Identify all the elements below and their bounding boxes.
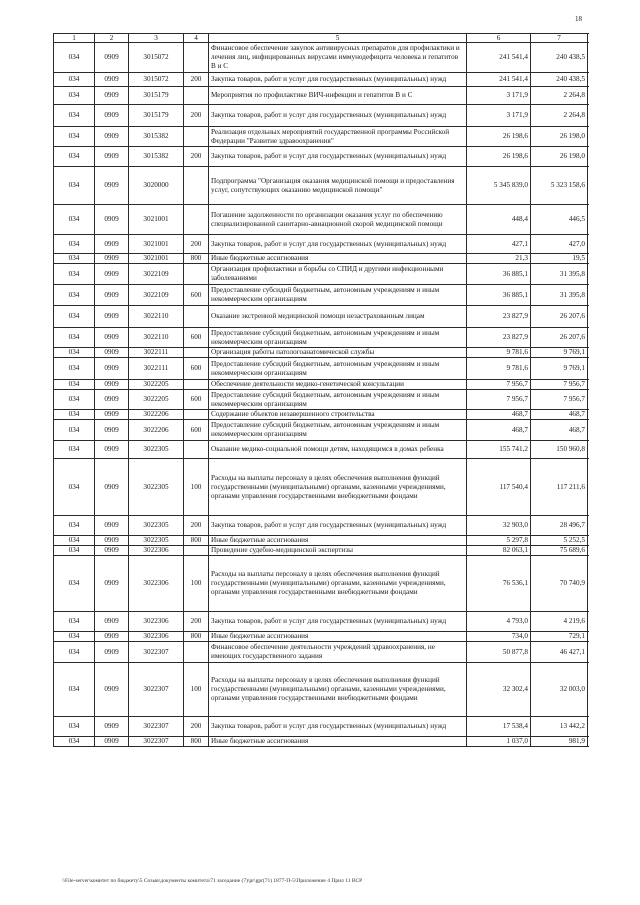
cell-executed: 117 211,6 [531,459,588,516]
cell-description: Иные бюджетные ассигнования [209,254,467,264]
cell-admin: 034 [54,285,95,306]
cell-admin: 034 [54,556,95,612]
cell-description: Организация профилактики и борьбы со СПИД и другими инфекционными заболеваниями [209,264,467,285]
cell-description: Оказание экстренной медицинской помощи незастрахованным лицам [209,306,467,328]
cell-expense-type [184,264,209,285]
cell-executed: 4 219,6 [531,612,588,632]
cell-admin: 034 [54,73,95,87]
cell-executed: 981,9 [531,737,588,747]
cell-executed: 28 496,7 [531,516,588,536]
cell-executed: 468,7 [531,420,588,441]
cell-section: 0909 [95,546,129,556]
table-row [54,663,588,717]
cell-planned: 427,1 [467,235,531,254]
cell-expense-type [184,43,209,73]
cell-description: Финансовое обеспечение деятельности учреждений здравоохранения, не имеющих государственного задания [209,642,467,663]
cell-expense-type: 800 [184,632,209,642]
cell-target-article: 3022306 [129,632,184,642]
cell-executed: 26 198,0 [531,127,588,147]
cell-description: Закупка товаров, работ и услуг для государственных (муниципальных) нужд [209,105,467,127]
cell-executed: 2 264,8 [531,87,588,105]
cell-description: Мероприятия по профилактике ВИЧ-инфекции и гепатитов В и С [209,87,467,105]
table-row [54,410,588,420]
cell-target-article: 3021001 [129,254,184,264]
cell-planned: 155 741,2 [467,441,531,459]
cell-executed: 32 003,0 [531,663,588,717]
cell-executed: 31 395,8 [531,285,588,306]
cell-section: 0909 [95,420,129,441]
table-row [54,147,588,167]
cell-planned: 5 297,8 [467,536,531,546]
cell-target-article: 3020000 [129,167,184,205]
cell-section: 0909 [95,642,129,663]
cell-expense-type [184,348,209,358]
header-cell: 2 [95,34,129,43]
cell-planned: 5 345 839,0 [467,167,531,205]
table-row [54,127,588,147]
cell-description: Оказание медико-социальной помощи детям, находящимся в домах ребенка [209,441,467,459]
cell-section: 0909 [95,717,129,737]
table-row [54,632,588,642]
cell-executed: 240 438,5 [531,43,588,73]
cell-admin: 034 [54,205,95,235]
cell-target-article: 3022307 [129,663,184,717]
cell-expense-type: 200 [184,516,209,536]
page-number: 18 [575,15,582,23]
cell-planned: 21,3 [467,254,531,264]
table-row [54,264,588,285]
table-row [54,420,588,441]
cell-planned: 9 781,6 [467,348,531,358]
table-row [54,546,588,556]
cell-planned: 76 536,1 [467,556,531,612]
cell-target-article: 3022307 [129,737,184,747]
cell-planned: 36 885,1 [467,285,531,306]
cell-expense-type: 600 [184,328,209,348]
table-row [54,737,588,747]
cell-expense-type: 800 [184,254,209,264]
cell-admin: 034 [54,358,95,380]
cell-executed: 468,7 [531,410,588,420]
cell-expense-type: 200 [184,105,209,127]
cell-executed: 46 427,1 [531,642,588,663]
table-row [54,306,588,328]
cell-planned: 23 827,9 [467,306,531,328]
cell-target-article: 3022109 [129,264,184,285]
cell-section: 0909 [95,737,129,747]
cell-admin: 034 [54,380,95,390]
cell-admin: 034 [54,328,95,348]
cell-section: 0909 [95,328,129,348]
cell-target-article: 3022111 [129,348,184,358]
cell-admin: 034 [54,105,95,127]
cell-expense-type: 100 [184,459,209,516]
cell-target-article: 3022306 [129,546,184,556]
cell-section: 0909 [95,167,129,205]
cell-planned: 3 171,9 [467,87,531,105]
cell-description: Подпрограмма "Организация оказания медицинской помощи и предоставления услуг, сопутствующих оказанию медицинской помощи" [209,167,467,205]
cell-admin: 034 [54,632,95,642]
table-row [54,205,588,235]
cell-description: Содержание объектов незавершенного строительства [209,410,467,420]
cell-section: 0909 [95,390,129,410]
cell-description: Иные бюджетные ассигнования [209,737,467,747]
table-row [54,167,588,205]
cell-description: Расходы на выплаты персоналу в целях обеспечения выполнения функций государственными (муниципальными) органами, казенными учреждениями, органами управления государственными внебюджетными фондами [209,459,467,516]
cell-executed: 446,5 [531,205,588,235]
table-row [54,516,588,536]
cell-target-article: 3022307 [129,717,184,737]
cell-admin: 034 [54,717,95,737]
table-row [54,87,588,105]
cell-planned: 448,4 [467,205,531,235]
cell-section: 0909 [95,663,129,717]
cell-expense-type [184,205,209,235]
cell-description: Погашение задолженности по организации оказания услуг по обеспечению специализированной санитарно-авиационной скорой медицинской помощи [209,205,467,235]
cell-admin: 034 [54,167,95,205]
table-row [54,556,588,612]
table-row [54,536,588,546]
cell-executed: 19,5 [531,254,588,264]
cell-expense-type [184,546,209,556]
file-path-footer: \\File-server\комитет по бюджету\5 Созыв\документы комитета\71 заседание (7)\pr\gpr(71) 1877-П-5\Приложение 4 Прил 11 ВСР [62,878,363,884]
cell-executed: 26 198,0 [531,147,588,167]
cell-target-article: 3015179 [129,87,184,105]
cell-target-article: 3015179 [129,105,184,127]
cell-description: Реализация отдельных мероприятий государственной программы Российской Федерации "Развитие здравоохранения" [209,127,467,147]
cell-executed: 70 740,9 [531,556,588,612]
table-row [54,390,588,410]
table-row [54,380,588,390]
cell-target-article: 3022305 [129,459,184,516]
cell-expense-type: 100 [184,663,209,717]
cell-target-article: 3022306 [129,612,184,632]
cell-description: Расходы на выплаты персоналу в целях обеспечения выполнения функций государственными (муниципальными) органами, казенными учреждениями, органами управления государственными внебюджетными фондами [209,663,467,717]
cell-admin: 034 [54,254,95,264]
cell-section: 0909 [95,306,129,328]
header-cell: 5 [209,34,467,43]
cell-target-article: 3015072 [129,43,184,73]
cell-section: 0909 [95,516,129,536]
cell-executed: 7 956,7 [531,380,588,390]
cell-executed: 240 438,5 [531,73,588,87]
cell-expense-type: 600 [184,358,209,380]
cell-admin: 034 [54,420,95,441]
table-row [54,642,588,663]
table-row [54,717,588,737]
cell-admin: 034 [54,306,95,328]
cell-description: Предоставление субсидий бюджетным, автономным учреждениям и иным некоммерческим организациям [209,285,467,306]
table-row [54,43,588,73]
cell-section: 0909 [95,358,129,380]
cell-planned: 26 198,6 [467,127,531,147]
cell-target-article: 3022305 [129,536,184,546]
cell-planned: 241 541,4 [467,73,531,87]
cell-planned: 117 540,4 [467,459,531,516]
cell-expense-type [184,167,209,205]
cell-section: 0909 [95,556,129,612]
cell-executed: 13 442,2 [531,717,588,737]
cell-admin: 034 [54,516,95,536]
cell-description: Закупка товаров, работ и услуг для государственных (муниципальных) нужд [209,73,467,87]
cell-planned: 9 781,6 [467,358,531,380]
cell-section: 0909 [95,43,129,73]
cell-admin: 034 [54,737,95,747]
cell-description: Закупка товаров, работ и услуг для государственных (муниципальных) нужд [209,235,467,254]
table-row [54,235,588,254]
cell-expense-type: 200 [184,147,209,167]
cell-target-article: 3022205 [129,380,184,390]
cell-expense-type: 800 [184,536,209,546]
cell-admin: 034 [54,235,95,254]
cell-admin: 034 [54,612,95,632]
cell-target-article: 3022109 [129,285,184,306]
cell-target-article: 3022111 [129,358,184,380]
header-cell: 6 [467,34,531,43]
cell-admin: 034 [54,663,95,717]
cell-planned: 36 885,1 [467,264,531,285]
cell-admin: 034 [54,264,95,285]
cell-planned: 26 198,6 [467,147,531,167]
cell-section: 0909 [95,264,129,285]
cell-expense-type: 800 [184,737,209,747]
table-row [54,73,588,87]
cell-planned: 32 302,4 [467,663,531,717]
cell-executed: 31 395,8 [531,264,588,285]
cell-target-article: 3022206 [129,410,184,420]
cell-section: 0909 [95,612,129,632]
cell-description: Предоставление субсидий бюджетным, автономным учреждениям и иным некоммерческим организациям [209,328,467,348]
cell-section: 0909 [95,87,129,105]
cell-admin: 034 [54,441,95,459]
cell-expense-type [184,380,209,390]
cell-admin: 034 [54,546,95,556]
cell-executed: 9 769,1 [531,358,588,380]
cell-executed: 150 960,8 [531,441,588,459]
cell-planned: 241 541,4 [467,43,531,73]
cell-description: Обеспечение деятельности медико-генетической консультации [209,380,467,390]
header-cell: 7 [531,34,588,43]
cell-executed: 75 689,6 [531,546,588,556]
cell-section: 0909 [95,127,129,147]
cell-planned: 1 037,0 [467,737,531,747]
cell-admin: 034 [54,87,95,105]
cell-target-article: 3022206 [129,420,184,441]
cell-executed: 5 252,5 [531,536,588,546]
cell-description: Закупка товаров, работ и услуг для государственных (муниципальных) нужд [209,612,467,632]
cell-admin: 034 [54,147,95,167]
cell-target-article: 3022306 [129,556,184,612]
cell-target-article: 3022110 [129,306,184,328]
table-row [54,612,588,632]
cell-admin: 034 [54,459,95,516]
table-row [54,358,588,380]
cell-admin: 034 [54,410,95,420]
cell-section: 0909 [95,536,129,546]
cell-description: Финансовое обеспечение закупок антивирусных препаратов для профилактики и лечения лиц, инфицированных вирусами иммунодефицита человека и гепатитов В и С [209,43,467,73]
cell-admin: 034 [54,536,95,546]
cell-planned: 32 903,0 [467,516,531,536]
cell-executed: 7 956,7 [531,390,588,410]
header-row [54,34,588,43]
cell-expense-type: 100 [184,556,209,612]
cell-executed: 729,1 [531,632,588,642]
cell-expense-type: 600 [184,390,209,410]
table-row [54,459,588,516]
cell-section: 0909 [95,632,129,642]
cell-expense-type [184,87,209,105]
cell-target-article: 3022205 [129,390,184,410]
header-cell: 1 [54,34,95,43]
cell-planned: 4 793,0 [467,612,531,632]
cell-section: 0909 [95,285,129,306]
cell-expense-type [184,306,209,328]
cell-section: 0909 [95,235,129,254]
table-body [54,43,588,747]
cell-target-article: 3022110 [129,328,184,348]
cell-section: 0909 [95,147,129,167]
cell-section: 0909 [95,348,129,358]
cell-target-article: 3021001 [129,205,184,235]
table-row [54,105,588,127]
table-row [54,348,588,358]
cell-planned: 7 956,7 [467,380,531,390]
cell-description: Закупка товаров, работ и услуг для государственных (муниципальных) нужд [209,147,467,167]
table-row [54,441,588,459]
cell-description: Закупка товаров, работ и услуг для государственных (муниципальных) нужд [209,516,467,536]
cell-section: 0909 [95,105,129,127]
cell-description: Организация работы патологоанатомической службы [209,348,467,358]
cell-admin: 034 [54,642,95,663]
cell-admin: 034 [54,43,95,73]
header-cell: 3 [129,34,184,43]
cell-target-article: 3015382 [129,127,184,147]
cell-description: Иные бюджетные ассигнования [209,632,467,642]
cell-section: 0909 [95,380,129,390]
table-row [54,285,588,306]
cell-expense-type: 600 [184,420,209,441]
cell-target-article: 3021001 [129,235,184,254]
cell-planned: 3 171,9 [467,105,531,127]
cell-expense-type: 200 [184,612,209,632]
cell-executed: 9 769,1 [531,348,588,358]
cell-expense-type: 200 [184,73,209,87]
cell-target-article: 3022305 [129,516,184,536]
cell-target-article: 3015072 [129,73,184,87]
cell-executed: 26 207,6 [531,328,588,348]
budget-table [53,33,588,747]
cell-section: 0909 [95,254,129,264]
cell-description: Расходы на выплаты персоналу в целях обеспечения выполнения функций государственными (муниципальными) органами, казенными учреждениями, органами управления государственными внебюджетными фондами [209,556,467,612]
cell-planned: 7 956,7 [467,390,531,410]
cell-expense-type [184,441,209,459]
cell-section: 0909 [95,205,129,235]
cell-expense-type [184,410,209,420]
cell-description: Предоставление субсидий бюджетным, автономным учреждениям и иным некоммерческим организациям [209,420,467,441]
table-row [54,254,588,264]
cell-executed: 427,0 [531,235,588,254]
header-cell: 4 [184,34,209,43]
cell-executed: 26 207,6 [531,306,588,328]
cell-planned: 50 877,8 [467,642,531,663]
cell-planned: 17 538,4 [467,717,531,737]
table-row [54,328,588,348]
cell-planned: 468,7 [467,410,531,420]
cell-admin: 034 [54,390,95,410]
cell-description: Проведение судебно-медицинской экспертизы [209,546,467,556]
cell-target-article: 3015382 [129,147,184,167]
cell-admin: 034 [54,348,95,358]
cell-admin: 034 [54,127,95,147]
cell-description: Иные бюджетные ассигнования [209,536,467,546]
cell-planned: 468,7 [467,420,531,441]
cell-description: Предоставление субсидий бюджетным, автономным учреждениям и иным некоммерческим организациям [209,390,467,410]
cell-target-article: 3022307 [129,642,184,663]
cell-description: Закупка товаров, работ и услуг для государственных (муниципальных) нужд [209,717,467,737]
cell-expense-type [184,642,209,663]
cell-planned: 23 827,9 [467,328,531,348]
cell-expense-type [184,127,209,147]
cell-section: 0909 [95,459,129,516]
cell-description: Предоставление субсидий бюджетным, автономным учреждениям и иным некоммерческим организациям [209,358,467,380]
cell-planned: 82 063,1 [467,546,531,556]
cell-planned: 734,0 [467,632,531,642]
cell-target-article: 3022305 [129,441,184,459]
cell-section: 0909 [95,410,129,420]
cell-section: 0909 [95,73,129,87]
cell-expense-type: 200 [184,717,209,737]
cell-expense-type: 200 [184,235,209,254]
cell-expense-type: 600 [184,285,209,306]
cell-executed: 2 264,8 [531,105,588,127]
cell-section: 0909 [95,441,129,459]
cell-executed: 5 323 158,6 [531,167,588,205]
